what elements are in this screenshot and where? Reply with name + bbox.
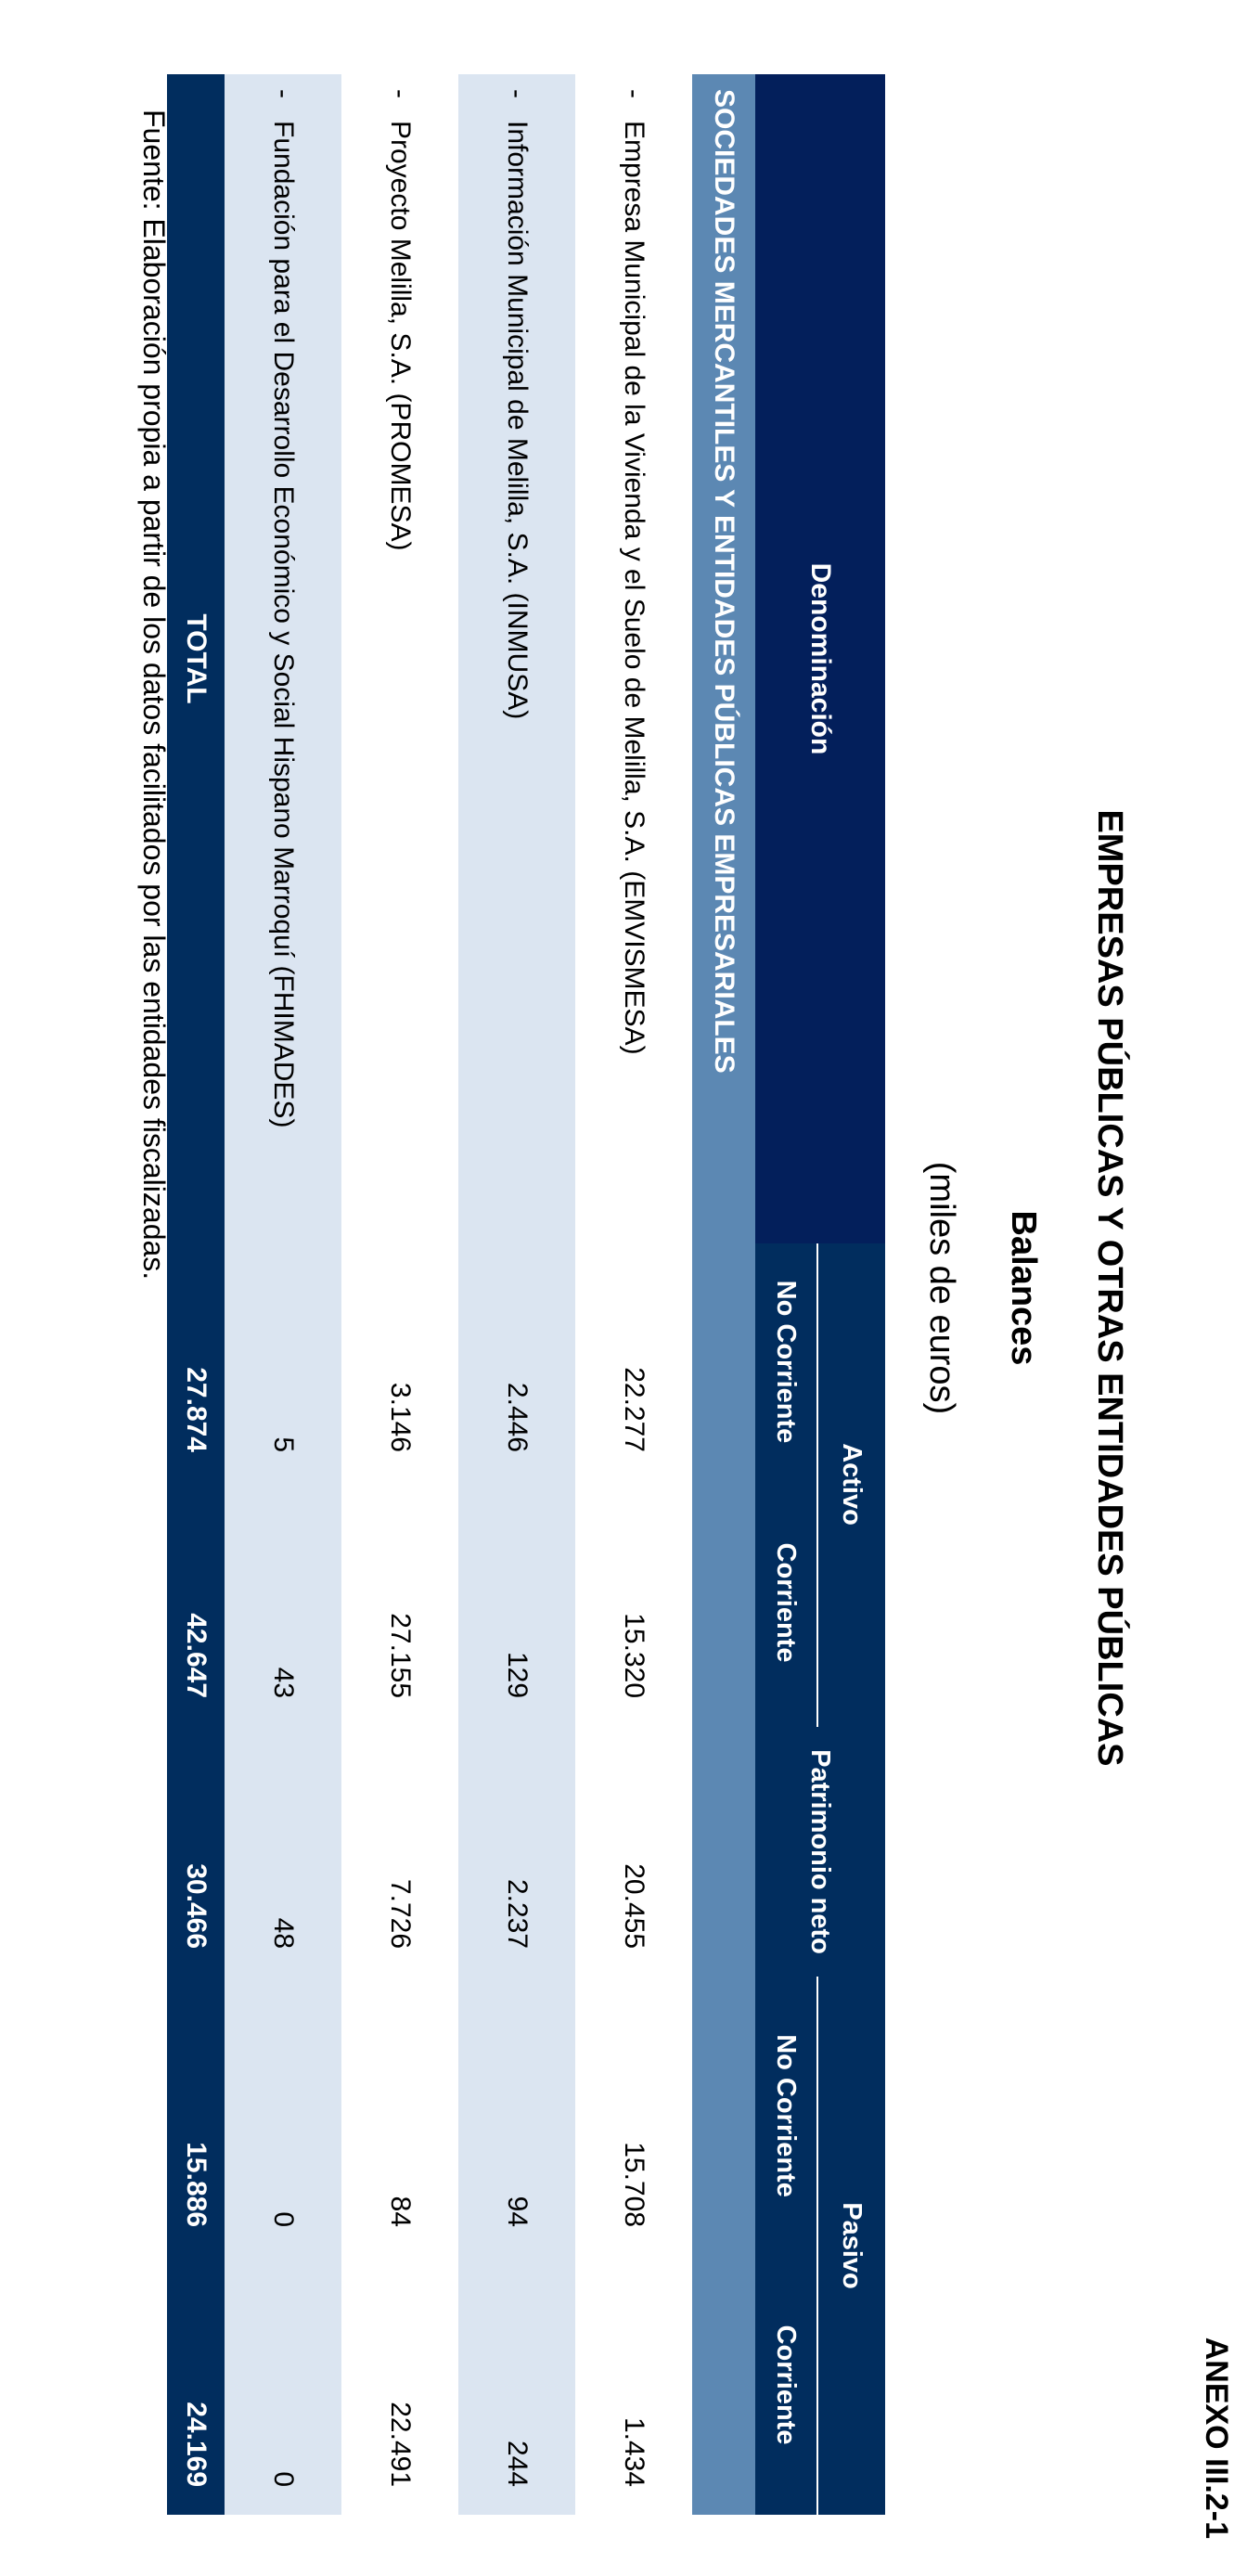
row-dash: -: [502, 89, 533, 98]
activo-no-corriente-value: 2.446: [458, 1243, 575, 1480]
pasivo-no-corriente-value: 94: [458, 1977, 575, 2255]
section-cell: [692, 1480, 755, 1726]
patrimonio-neto-value: 2.237: [458, 1726, 575, 1977]
total-patrimonio-neto: 30.466: [167, 1726, 225, 1977]
patrimonio-neto-value: 7.726: [341, 1726, 458, 1977]
row-name: [458, 74, 575, 1243]
row-name: [341, 74, 458, 1243]
header-pasivo-corriente: Corriente: [755, 2255, 817, 2515]
activo-corriente-value: 43: [225, 1480, 341, 1726]
section-cell: [692, 1243, 755, 1480]
entity-name: Fundación para el Desarrollo Económico y Social Hispano Marroquí (FHIMADES): [268, 121, 299, 1128]
header-denominacion: Denominación: [755, 74, 885, 1243]
pasivo-corriente-value: 0: [225, 2255, 341, 2515]
pasivo-no-corriente-value: 15.708: [575, 1977, 692, 2255]
table-row: [575, 74, 692, 2515]
header-row-1: [817, 74, 885, 2515]
entity-name: Información Municipal de Melilla, S.A. (INMUSA): [502, 121, 533, 720]
activo-corriente-value: 129: [458, 1480, 575, 1726]
total-label: TOTAL: [167, 74, 225, 1243]
header-patrimonio-neto: Patrimonio neto: [755, 1726, 885, 1977]
activo-no-corriente-value: 5: [225, 1243, 341, 1480]
section-label: SOCIEDADES MERCANTILES Y ENTIDADES PÚBLICAS EMPRESARIALES: [692, 74, 755, 1243]
pasivo-corriente-value: 244: [458, 2255, 575, 2515]
document-title: EMPRESAS PÚBLICAS Y OTRAS ENTIDADES PÚBLICAS: [1090, 809, 1129, 1767]
row-name: [225, 74, 341, 1243]
activo-no-corriente-value: 3.146: [341, 1243, 458, 1480]
total-pasivo-no-corriente: 15.886: [167, 1977, 225, 2255]
section-cell: [692, 2255, 755, 2515]
annex-label: ANEXO III.2-1: [1199, 2337, 1234, 2539]
header-activo-no-corriente: No Corriente: [755, 1243, 817, 1480]
section-cell: [692, 1977, 755, 2255]
entity-name: Empresa Municipal de la Vivienda y el Suelo de Melilla, S.A. (EMVISMESA): [619, 121, 649, 1055]
source-note: Fuente: Elaboración propia a partir de los datos facilitados por las entidades fiscalizadas.: [137, 109, 171, 1281]
document-subtitle: Balances: [1004, 1210, 1043, 1366]
row-dash: -: [385, 89, 416, 98]
activo-no-corriente-value: 22.277: [575, 1243, 692, 1480]
section-cell: [692, 1726, 755, 1977]
header-pasivo: Pasivo: [817, 1977, 885, 2515]
total-row: [167, 74, 225, 2515]
row-dash: -: [619, 89, 649, 98]
row-dash: -: [268, 89, 299, 98]
table-row: [458, 74, 575, 2515]
pasivo-corriente-value: 22.491: [341, 2255, 458, 2515]
total-pasivo-corriente: 24.169: [167, 2255, 225, 2515]
table-row: [225, 74, 341, 2515]
activo-corriente-value: 27.155: [341, 1480, 458, 1726]
pasivo-corriente-value: 1.434: [575, 2255, 692, 2515]
patrimonio-neto-value: 20.455: [575, 1726, 692, 1977]
patrimonio-neto-value: 48: [225, 1726, 341, 1977]
activo-corriente-value: 15.320: [575, 1480, 692, 1726]
entity-name: Proyecto Melilla, S.A. (PROMESA): [385, 121, 416, 551]
header-activo: Activo: [817, 1243, 885, 1726]
total-activo-corriente: 42.647: [167, 1480, 225, 1726]
header-activo-corriente: Corriente: [755, 1480, 817, 1726]
section-row: [692, 74, 755, 2515]
balance-table: [167, 74, 885, 2515]
header-pasivo-no-corriente: No Corriente: [755, 1977, 817, 2255]
total-activo-no-corriente: 27.874: [167, 1243, 225, 1480]
units-note: (miles de euros): [922, 1161, 961, 1415]
pasivo-no-corriente-value: 84: [341, 1977, 458, 2255]
table-row: [341, 74, 458, 2515]
pasivo-no-corriente-value: 0: [225, 1977, 341, 2255]
row-name: [575, 74, 692, 1243]
